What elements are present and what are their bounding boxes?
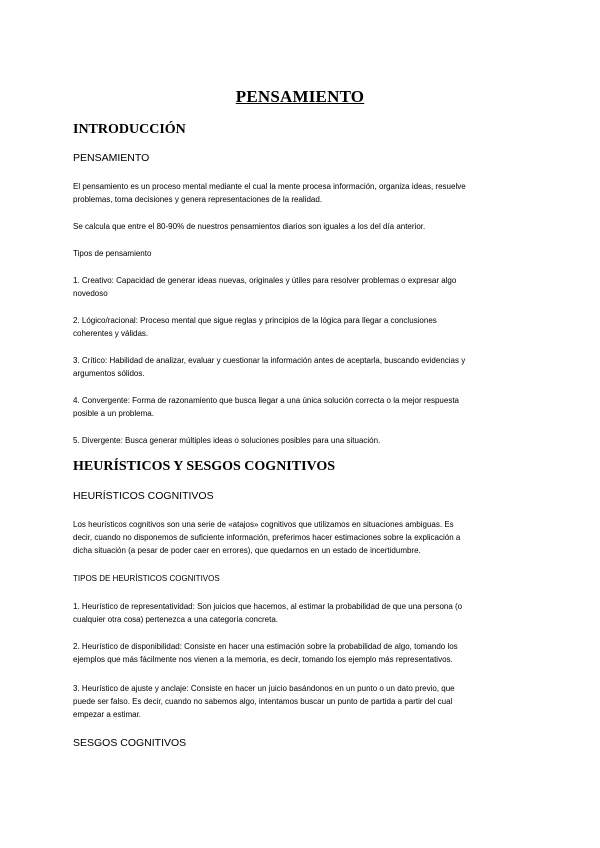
- text-line: novedoso: [73, 289, 108, 298]
- subheading-tipos-heuristicos: TIPOS DE HEURÍSTICOS COGNITIVOS: [73, 574, 220, 583]
- section-heading-heuristicos-sesgos: HEURÍSTICOS Y SESGOS COGNITIVOS: [73, 459, 336, 474]
- text-line: 3. Crítico: Habilidad de analizar, evaluar y cuestionar la información antes de aceptarla, buscando evidencias y: [73, 356, 466, 365]
- text-line: decir, cuando no disponemos de suficiente información, preferimos hacer estimaciones sobre la explicación a: [73, 533, 461, 542]
- subheading-sesgos-cognitivos: SESGOS COGNITIVOS: [73, 737, 187, 749]
- paragraph-heuristicos: [73, 518, 529, 557]
- list-item-representatividad: [73, 600, 529, 626]
- text-line: 5. Divergente: Busca generar múltiples ideas o soluciones posibles para una situación.: [73, 436, 381, 445]
- subheading-pensamiento: PENSAMIENTO: [73, 152, 150, 164]
- text-line: El pensamiento es un proceso mental mediante el cual la mente procesa información, organiza ideas, resuelve: [73, 182, 466, 191]
- list-item-ajuste-anclaje: [73, 682, 529, 721]
- text-line: 2. Lógico/racional: Proceso mental que sigue reglas y principios de la lógica para llegar a conclusiones: [73, 316, 437, 325]
- list-item-logico: [73, 314, 529, 340]
- text-line: cualquier otra cosa) pertenezca a una categoría concreta.: [73, 615, 279, 624]
- text-line: 1. Creativo: Capacidad de generar ideas nuevas, originales y útiles para resolver problemas o expresar algo: [73, 276, 457, 285]
- list-item-disponibilidad: [73, 640, 529, 666]
- text-line: Tipos de pensamiento: [73, 249, 152, 258]
- list-item-creativo: [73, 274, 529, 300]
- text-line: ejemplos que más fácilmente nos vienen a la memoria, es decir, tomando los ejemplo más representativos.: [73, 655, 453, 664]
- document-title: PENSAMIENTO: [235, 87, 365, 106]
- text-line: coherentes y válidas.: [73, 329, 149, 338]
- text-line: 2. Heurístico de disponibilidad: Consiste en hacer una estimación sobre la probabilidad de algo, tomando los: [73, 642, 458, 651]
- subheading-heuristicos-cognitivos: HEURÍSTICOS COGNITIVOS: [73, 490, 214, 502]
- text-line: posible a un problema.: [73, 409, 154, 418]
- text-line: problemas, toma decisiones y genera representaciones de la realidad.: [73, 195, 323, 204]
- text-line: Se calcula que entre el 80-90% de nuestros pensamientos diarios son iguales a los del día anterior.: [73, 222, 426, 231]
- section-heading-introduccion: INTRODUCCIÓN: [73, 122, 186, 137]
- text-line: Los heurísticos cognitivos son una serie de «atajos» cognitivos que utilizamos en situaciones ambiguas. Es: [73, 520, 454, 529]
- types-label: [73, 247, 529, 260]
- paragraph-statistic: [73, 220, 529, 233]
- list-item-divergente: [73, 434, 529, 447]
- list-item-convergente: [73, 394, 529, 420]
- list-item-critico: [73, 354, 529, 380]
- text-line: argumentos sólidos.: [73, 369, 145, 378]
- paragraph-definition: [73, 180, 529, 206]
- text-line: empezar a estimar.: [73, 710, 142, 719]
- text-line: puede ser falso. Es decir, cuando no sabemos algo, intentamos buscar un punto de partida a partir del cual: [73, 697, 453, 706]
- text-line: dicha situación (a pesar de poder caer en errores), que quedarnos en un estado de incertidumbre.: [73, 546, 421, 555]
- text-line: 1. Heurístico de representatividad: Son juicios que hacemos, al estimar la probabilidad de que una persona (o: [73, 602, 463, 611]
- text-line: 3. Heurístico de ajuste y anclaje: Consiste en hacer un juicio basándonos en un punto o un dato previo, que: [73, 684, 455, 693]
- text-line: 4. Convergente: Forma de razonamiento que busca llegar a una única solución correcta o la mejor respuesta: [73, 396, 459, 405]
